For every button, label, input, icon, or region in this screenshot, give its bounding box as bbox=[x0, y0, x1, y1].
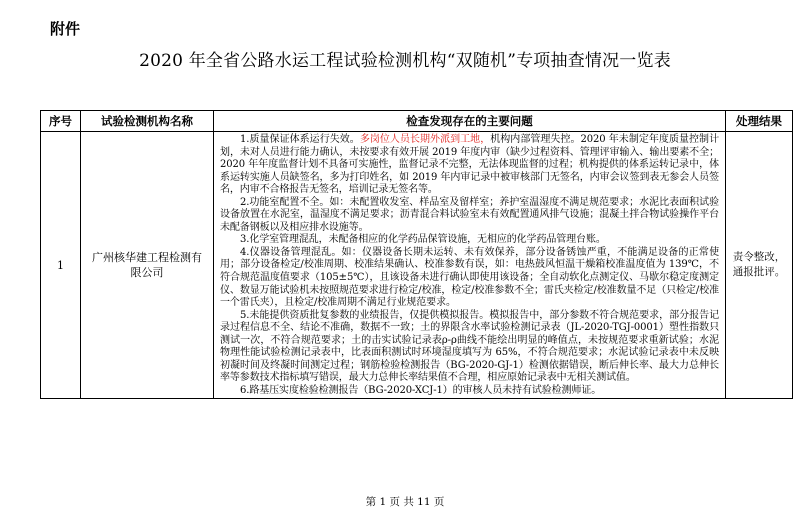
problem-item-6: 6.路基压实度检验检测报告（BG-2020-XCJ-1）的审核人员未持有试验检测师证。 bbox=[240, 384, 602, 396]
header-result: 处理结果 bbox=[726, 111, 793, 132]
problem-item-1 bbox=[220, 134, 719, 197]
institution-name: 广州核华建工程检测有限公司 bbox=[81, 132, 214, 399]
header-seq: 序号 bbox=[41, 111, 81, 132]
header-problems: 检查发现存在的主要问题 bbox=[214, 111, 726, 132]
problems-cell bbox=[214, 132, 726, 399]
problem-item-4: 4.仪器设备管理混乱。如：仪器设备长期未运转、未有效保养，部分设备锈蚀严重，不能满足设备的正常使用；部分设备检定/校准周期、校准结果确认、校准参数有误，如：电热鼓风恒温干燥箱校准温度值为 139℃，不符合规范温度值要求（105±5℃），且该设备未进行确认即使用该设备；全自动软化点测定仪、马歇尔稳定度测定仪、数显万能试验机未按照规范要求进行检定/校准，检定/校准参数不全；雷氏夹检定/校准数量不足（只检定/校准一个雷氏夹），且检定/校准周期不满足行业规范要求。 bbox=[220, 246, 719, 309]
document-title: 2020 年全省公路水运工程试验检测机构“双随机”专项抽查情况一览表 bbox=[139, 51, 671, 71]
inspection-table bbox=[40, 110, 793, 399]
annex-label: 附件 bbox=[50, 20, 81, 38]
table-header-row bbox=[41, 111, 793, 132]
header-institution: 试验检测机构名称 bbox=[81, 111, 214, 132]
problem-1-prefix: 1.质量保证体系运行失效。 bbox=[240, 134, 360, 145]
problem-1-highlight: 多岗位人员长期外派到工地， bbox=[359, 134, 491, 145]
row-seq: 1 bbox=[41, 132, 81, 399]
problem-item-2: 2.功能室配置不全。如：未配置收发室、样品室及留样室；养护室温湿度不满足规范要求；水泥比表面积试验设备放置在水泥室，温湿度不满足要求；沥青混合料试验室未有效配置通风排气设施；混凝土拌合物试验操作平台未配备钢板以及相应排水设施等。 bbox=[220, 196, 719, 233]
handling-result: 责令整改，通报批评。 bbox=[726, 132, 793, 399]
page-footer: 第 1 页 共 11 页 bbox=[365, 496, 445, 508]
problem-item-3: 3.化学室管理混乱，未配备相应的化学药品保管设施，无相应的化学药品管理台账。 bbox=[240, 234, 606, 246]
table-row bbox=[41, 132, 793, 399]
problem-item-5: 5.未能提供资质批复参数的业绩报告，仅提供模拟报告。模拟报告中，部分参数不符合规范要求，部分报告记录过程信息不全、结论不准确，数据不一致；土的界限含水率试验检测记录表（JL-2020-TGJ-0001）塑性指数只测试一次，不符合规范要求；土的击实试验记录表ρ-ρ曲线不能绘出明显的峰值点，未按规范要求重新试验；水泥物理性能试验检测记录表中，比表面积测试时环境湿度填写为 65%，不符合规范要求；水泥试验记录表中未反映初凝时间及终凝时间测定过程；钢筋检验检测报告（BG-2020-GJ-1）检测依据错误，断后伸长率、最大力总伸长率等参数技术指标填写错误，最大力总伸长率结果值不合理，相应原始记录表中无相关测试值。 bbox=[220, 309, 719, 384]
problem-1-text: 机构内部管理失控。2020 年未制定年度质量控制计划，未对人员进行能力确认，未按要求有效开展 2019 年度内审（缺少过程资料、管理评审输入、输出要素不全；2020 年年度监督计划不具备可实施性，监督记录不完整，无法体现监督的过程；机构提供的体系运转记录中，体系运转实施人员缺签名，多为打印姓名，如 2019 年内审记录中被审核部门无签名，内审会议签到表无参会人员签名，内审不合格报告无签名，培训记录无签名等。 bbox=[220, 134, 719, 196]
